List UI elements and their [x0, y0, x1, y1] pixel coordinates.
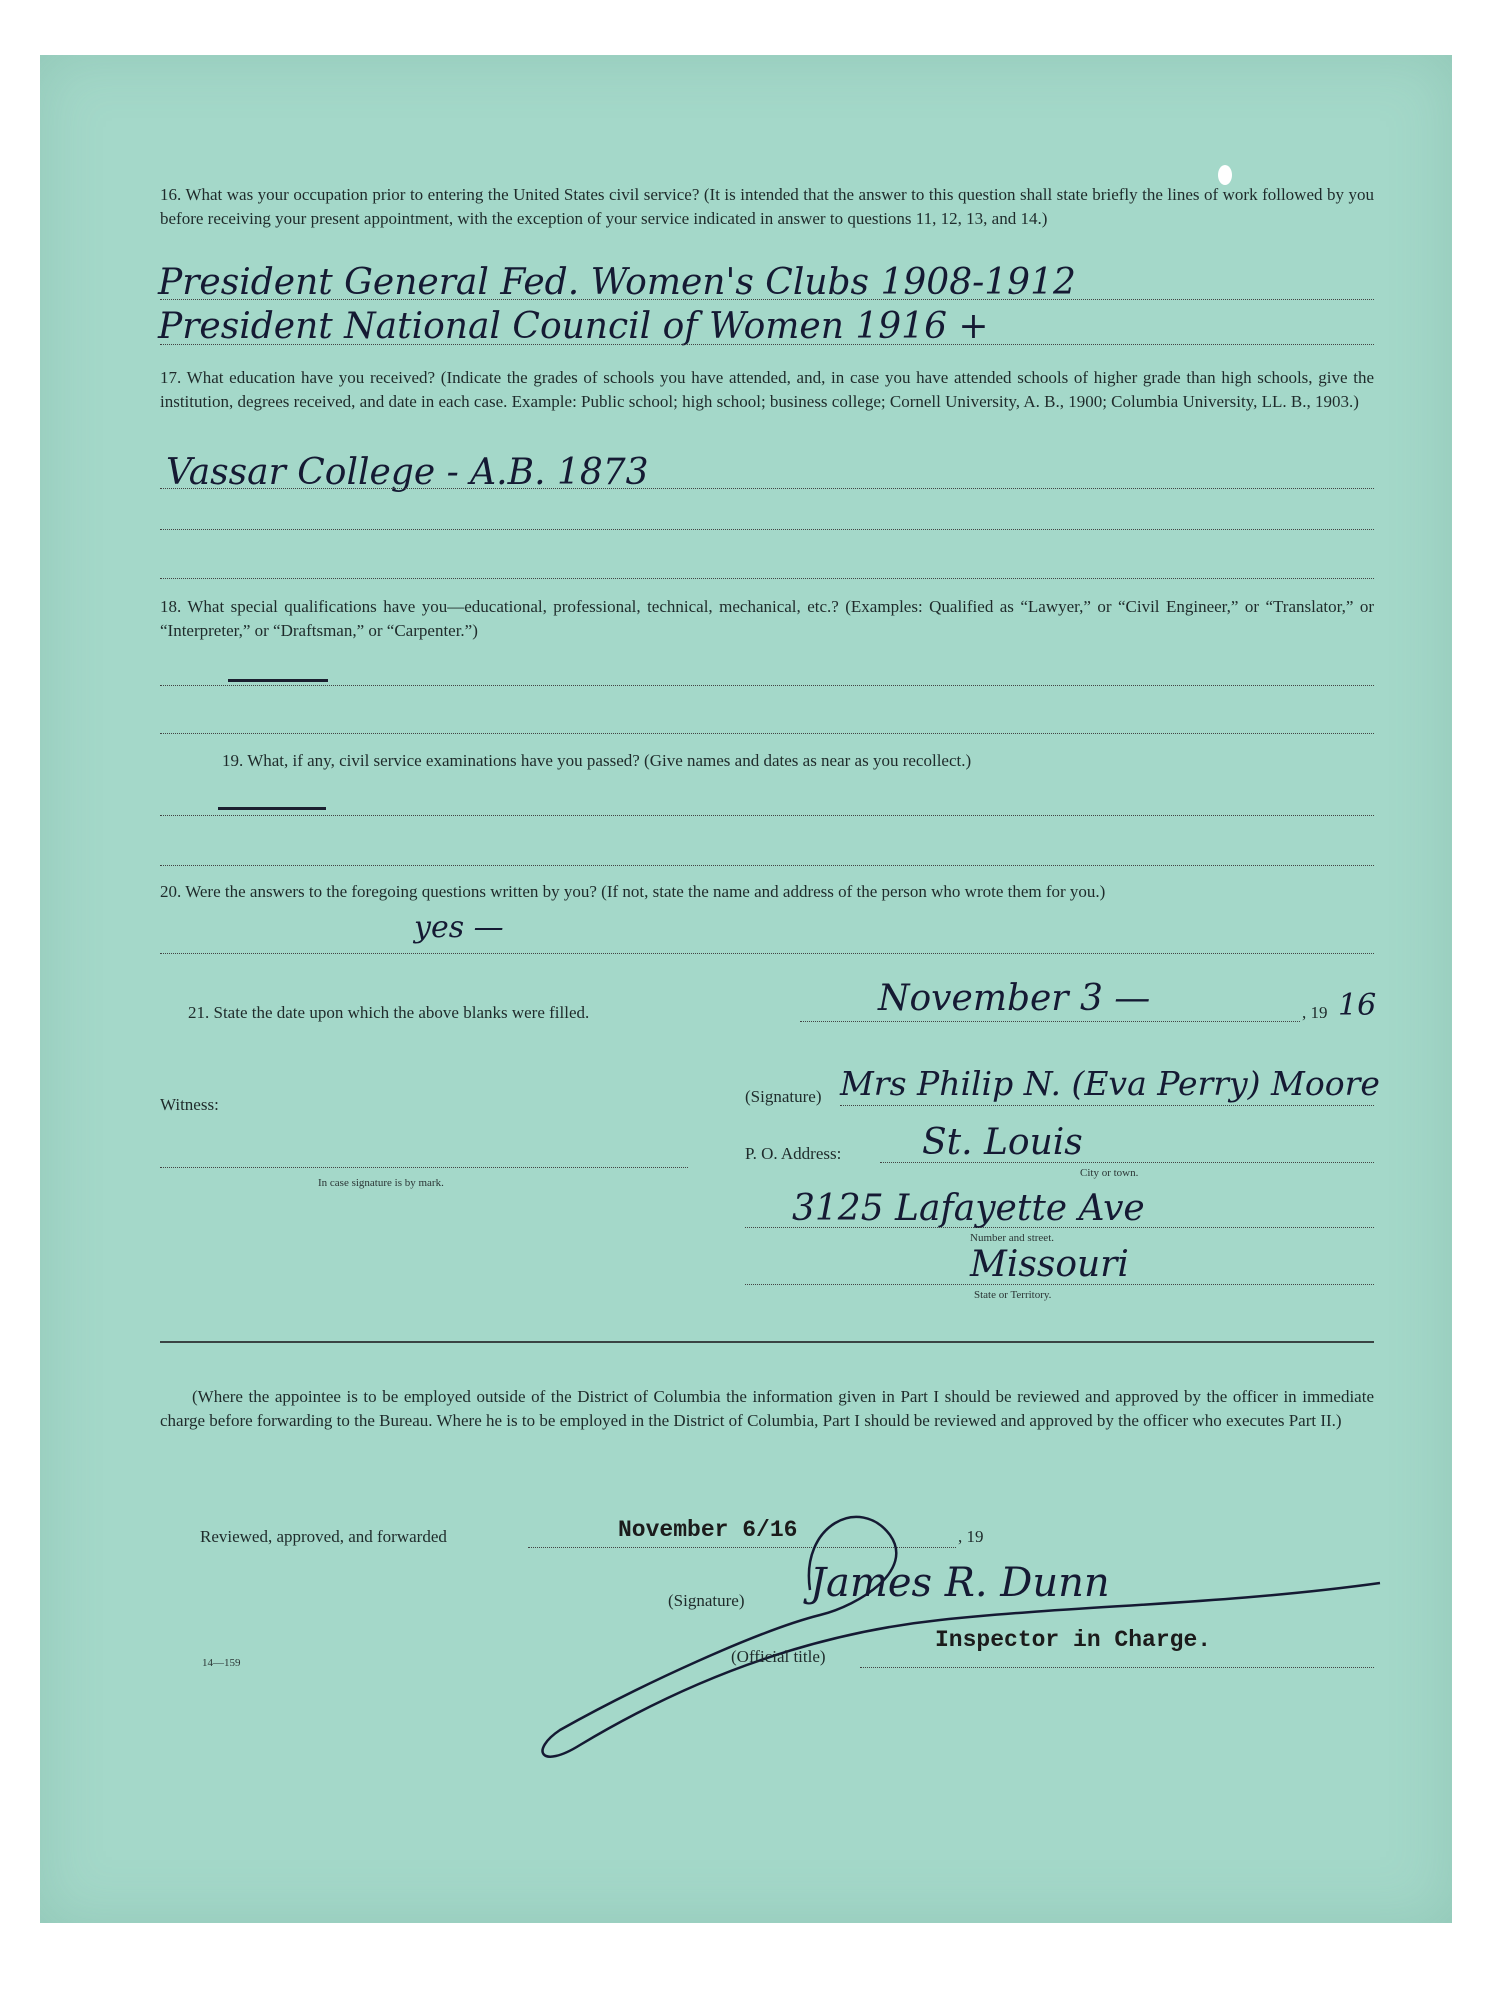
form-sheet — [40, 55, 1452, 1923]
question-17-text: 17. What education have you received? (Indicate the grades of schools you have attended, and, in case you have attended schools of higher grade than high schools, give the institution, degrees received, and date in each case. Example: Public school; high school; business college; Cornell University, A. B., 1900; Columbia University, LL. B., 1903.) — [160, 368, 1374, 411]
question-17-line1 — [160, 488, 1374, 489]
mark-note: In case signature is by mark. — [318, 1177, 444, 1189]
question-16-line2 — [160, 344, 1374, 345]
question-19-dash-answer — [218, 807, 326, 810]
question-20-text: 20. Were the answers to the foregoing questions written by you? (If not, state the name and address of the person who wrote them for you.) — [160, 882, 1106, 901]
reviewer-signature-flourish — [520, 1465, 1400, 1765]
review-note: (Where the appointee is to be employed outside of the District of Columbia the information given in Part I should be reviewed and approved by the officer in immediate charge before forwarding to the Bureau. Where he is to be employed in the District of Columbia, Part I should be reviewed and approved by the officer who executes Part II.) — [160, 1387, 1374, 1430]
question-17-answer: Vassar College - A.B. 1873 — [166, 452, 649, 493]
question-16-answer-line1: President General Fed. Women's Clubs 1908-1912 — [158, 262, 1076, 303]
signature-line — [840, 1105, 1374, 1106]
reviewer-signature: James R. Dunn — [810, 1560, 1110, 1606]
section-divider — [160, 1341, 1374, 1343]
review-label: Reviewed, approved, and forwarded — [200, 1527, 447, 1546]
signature-label: (Signature) — [745, 1087, 822, 1106]
witness-label: Witness: — [160, 1095, 219, 1114]
street-caption: Number and street. — [970, 1232, 1054, 1244]
question-18-line2 — [160, 733, 1374, 734]
state-caption: State or Territory. — [974, 1289, 1052, 1301]
question-19-line1 — [160, 815, 1374, 816]
po-state: Missouri — [970, 1244, 1129, 1285]
city-caption: City or town. — [1080, 1167, 1139, 1179]
question-21-date-line — [800, 1021, 1300, 1022]
official-title-line — [860, 1667, 1374, 1668]
question-19-line2 — [160, 865, 1374, 866]
witness-line — [160, 1167, 688, 1168]
question-16-answer-line2: President National Council of Women 1916 + — [158, 306, 989, 347]
form-number: 14—159 — [202, 1657, 241, 1669]
reviewer-signature-label: (Signature) — [668, 1591, 745, 1610]
applicant-signature: Mrs Philip N. (Eva Perry) Moore — [840, 1064, 1380, 1103]
question-21-year-prefix: , 19 — [1302, 1003, 1328, 1022]
punch-hole — [1218, 165, 1232, 185]
po-city: St. Louis — [922, 1122, 1083, 1163]
question-18-text: 18. What special qualifications have you—educational, professional, technical, mechanical, etc.? (Examples: Qualified as “Lawyer,” or “Civil Engineer,” or “Translator,” or “Interpreter,” or “Draftsman,” or “Carpenter.”) — [160, 597, 1374, 640]
question-16-line1 — [160, 299, 1374, 300]
question-17-line3 — [160, 578, 1374, 579]
question-21-year: 16 — [1338, 988, 1377, 1023]
question-20-line — [160, 953, 1374, 954]
state-line — [745, 1284, 1374, 1285]
question-19-text: 19. What, if any, civil service examinations have you passed? (Give names and dates as near as you recollect.) — [222, 751, 972, 770]
review-year-prefix: , 19 — [958, 1527, 984, 1546]
city-line — [880, 1162, 1374, 1163]
review-date: November 6/16 — [618, 1517, 798, 1543]
question-21-text: 21. State the date upon which the above blanks were filled. — [188, 1003, 590, 1022]
question-17-line2 — [160, 529, 1374, 530]
question-21-date: November 3 — — [878, 978, 1151, 1019]
question-18-line1 — [160, 685, 1374, 686]
po-street: 3125 Lafayette Ave — [792, 1188, 1145, 1229]
official-title-label: (Official title) — [731, 1647, 826, 1666]
question-18-dash-answer — [228, 679, 328, 682]
street-line — [745, 1227, 1374, 1228]
question-20-answer: yes — — [414, 910, 504, 945]
official-title: Inspector in Charge. — [935, 1627, 1212, 1653]
question-16-text: 16. What was your occupation prior to entering the United States civil service? (It is intended that the answer to this question shall state briefly the lines of work followed by you before receiving your present appointment, with the exception of your service indicated in answer to questions 11, 12, 13, and 14.) — [160, 185, 1374, 228]
po-address-label: P. O. Address: — [745, 1144, 842, 1163]
